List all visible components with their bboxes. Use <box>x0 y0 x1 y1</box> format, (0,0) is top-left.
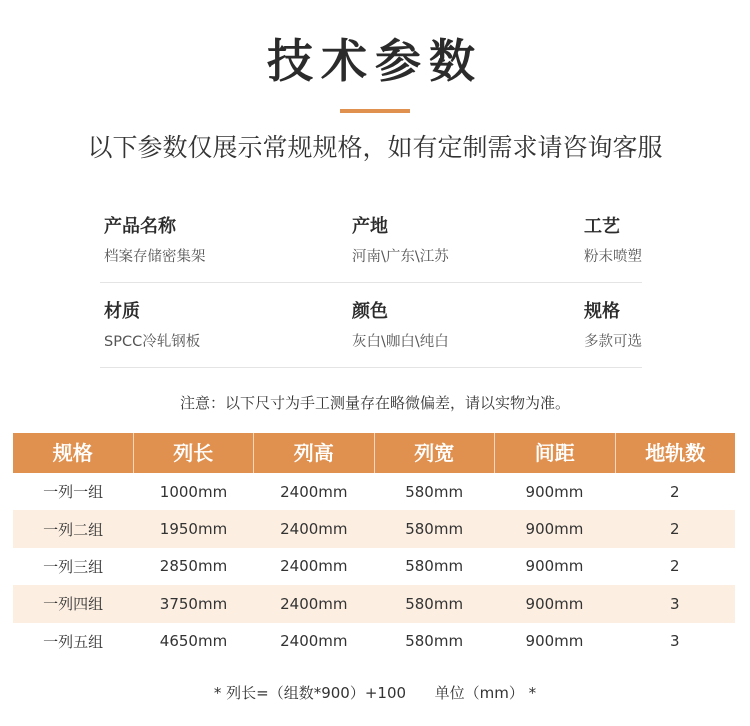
title-underline <box>340 109 410 113</box>
spec-label: 规格 <box>584 301 620 322</box>
table-cell: 2400mm <box>280 482 348 501</box>
spec-label: 产品名称 <box>104 216 176 237</box>
table-cell: 580mm <box>405 482 464 501</box>
spec-value: 档案存储密集架 <box>104 249 206 265</box>
table-row <box>13 585 735 622</box>
table-cell: 2850mm <box>159 557 228 576</box>
spec-value: 多款可选 <box>584 334 642 350</box>
column-header: 列长 <box>134 433 255 473</box>
measurement-note: 注意：以下尺寸为手工测量存在略微偏差，请以实物为准。 <box>179 394 570 412</box>
spec-color <box>352 299 449 353</box>
table-cell: 一列一组 <box>43 483 104 502</box>
spec-value: 河南\广东\江苏 <box>352 249 449 265</box>
spec-size <box>584 299 642 353</box>
table-cell: 2 <box>670 557 680 576</box>
table-cell: 580mm <box>405 632 464 651</box>
column-header: 列高 <box>254 433 375 473</box>
dimension-table <box>13 433 735 660</box>
table-cell: 一列四组 <box>43 595 104 614</box>
spec-material <box>104 299 200 353</box>
table-cell: 3750mm <box>159 594 228 613</box>
table-cell: 580mm <box>405 594 464 613</box>
table-cell: 2400mm <box>280 632 348 651</box>
table-cell: 3 <box>670 594 680 613</box>
page-subtitle: 以下参数仅展示常规规格，如有定制需求请咨询客服 <box>87 133 663 162</box>
table-row <box>13 510 735 547</box>
table-cell: 2 <box>670 520 680 539</box>
table-cell: 580mm <box>405 520 464 539</box>
page-title: 技术参数 <box>267 34 483 88</box>
table-cell: 580mm <box>405 557 464 576</box>
column-header: 间距 <box>495 433 616 473</box>
table-cell: 1000mm <box>159 482 228 501</box>
column-header: 列宽 <box>375 433 496 473</box>
spec-row-2 <box>100 285 642 368</box>
spec-label: 颜色 <box>352 301 388 322</box>
spec-label: 产地 <box>352 216 388 237</box>
spec-process <box>584 214 642 268</box>
table-cell: 一列五组 <box>43 632 104 651</box>
table-cell: 900mm <box>525 557 584 576</box>
spec-product-name <box>104 214 206 268</box>
spec-label: 材质 <box>104 301 140 322</box>
table-cell: 900mm <box>525 632 584 651</box>
table-cell: 2400mm <box>280 520 348 539</box>
table-cell: 一列三组 <box>43 557 104 576</box>
table-cell: 3 <box>670 632 680 651</box>
table-row <box>13 473 735 510</box>
spec-row-1 <box>100 200 642 283</box>
spec-label: 工艺 <box>584 216 620 237</box>
table-header <box>13 433 735 473</box>
spec-value: SPCC冷轧钢板 <box>104 334 201 350</box>
table-cell: 1950mm <box>159 520 228 539</box>
table-cell: 一列二组 <box>43 520 104 539</box>
table-cell: 2400mm <box>280 594 348 613</box>
table-row <box>13 548 735 585</box>
column-header: 规格 <box>13 433 134 473</box>
table-cell: 900mm <box>525 594 584 613</box>
column-header: 地轨数 <box>645 441 706 465</box>
spec-origin <box>352 214 449 268</box>
table-cell: 4650mm <box>159 632 228 651</box>
table-cell: 2 <box>670 482 680 501</box>
formula-footnote: * 列长=（组数*900）+100 单位（mm） * <box>213 684 537 702</box>
table-cell: 2400mm <box>280 557 348 576</box>
table-cell: 900mm <box>525 482 584 501</box>
table-cell: 900mm <box>525 520 584 539</box>
table-row <box>13 623 735 660</box>
spec-value: 灰白\咖白\纯白 <box>352 334 449 350</box>
spec-value: 粉末喷塑 <box>584 249 642 265</box>
